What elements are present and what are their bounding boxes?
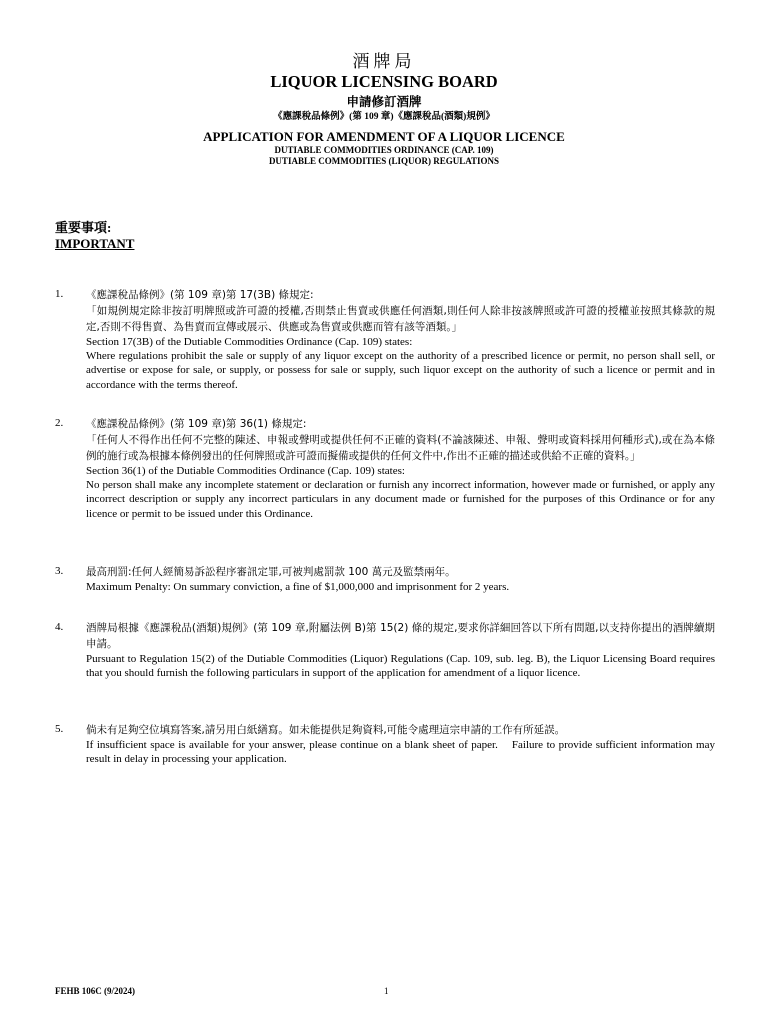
item-text-en: Where regulations prohibit the sale or supply of any liquor except on the authority of a prescribed licence or permit, no person shall sell, or advertise or expose for sale, or supply, or possess for sale or supply, such liquor except on the authority of such a licence or permit and in accordance with the terms thereof. xyxy=(86,350,715,391)
item-text-en: No person shall make any incomplete statement or declaration or furnish any incorrect information, however made or furnished, or apply any incorrect description or supply any incorrect particulars in any document made or furnished for the purposes of this Ordinance or for any licence or permit to be issued under this Ordinance. xyxy=(86,479,715,520)
board-name-en: LIQUOR LICENSING BOARD xyxy=(270,72,498,91)
list-item xyxy=(55,416,715,521)
list-item xyxy=(55,722,718,766)
important-heading-en: IMPORTANT xyxy=(55,236,135,251)
important-heading xyxy=(55,220,134,252)
item-number: 3. xyxy=(55,565,64,577)
item-text-en: If insufficient space is available for your answer, please continue on a blank sheet of paper. Failure to provide sufficient information may result in delay in processing your application. xyxy=(86,739,718,766)
document-header xyxy=(0,52,768,167)
item-intro-zh: 《應課稅品條例》(第 109 章)第 17(3B) 條規定: xyxy=(86,289,314,301)
item-text-zh: 倘未有足夠空位填寫答案,請另用白紙繕寫。如未能提供足夠資料,可能令處理這宗申請的工作有所延誤。 xyxy=(86,724,566,736)
item-number: 1. xyxy=(55,288,64,300)
item-text-en: Maximum Penalty: On summary conviction, a fine of $1,000,000 and imprisonment for 2 years. xyxy=(86,581,510,593)
item-quote-zh: 「任何人不得作出任何不完整的陳述、申報或聲明或提供任何不正確的資料(不論該陳述、申報、聲明或資料採用何種形式),或在為本條例的施行或為根據本條例發出的任何牌照或許可證而擬備或提供的任何文件中,作出不正確的描述或供給不正確的資料。」 xyxy=(86,434,715,462)
item-text-zh: 最高刑罰:任何人經簡易訴訟程序審訊定罪,可被判處罰款 100 萬元及監禁兩年。 xyxy=(86,566,456,578)
page-number: 1 xyxy=(384,986,389,996)
item-intro-en: Section 17(3B) of the Dutiable Commodities Ordinance (Cap. 109) states: xyxy=(86,336,413,348)
item-intro-en: Section 36(1) of the Dutiable Commodities Ordinance (Cap. 109) states: xyxy=(86,465,405,477)
item-text-en: Pursuant to Regulation 15(2) of the Dutiable Commodities (Liquor) Regulations (Cap. 109, sub. leg. B), the Liquor Licensing Board requires that you should furnish the following particulars in support of the application for amendment of a liquor licence. xyxy=(86,653,715,680)
form-title-zh: 申請修訂酒牌 xyxy=(346,95,422,109)
item-intro-zh: 《應課稅品條例》(第 109 章)第 36(1) 條規定: xyxy=(86,418,307,430)
item-number: 5. xyxy=(55,723,64,735)
list-item xyxy=(55,564,715,594)
regulations-en: DUTIABLE COMMODITIES (LIQUOR) REGULATIONS xyxy=(268,156,500,166)
item-number: 2. xyxy=(55,417,64,429)
form-title-en: APPLICATION FOR AMENDMENT OF A LIQUOR LICENCE xyxy=(203,129,565,144)
form-code: FEHB 106C (9/2024) xyxy=(55,986,135,996)
item-quote-zh: 「如規例規定除非按訂明牌照或許可證的授權,否則禁止售賣或供應任何酒類,則任何人除非按該牌照或許可證的授權並按照其條款的規定,否則不得售賣、為售賣而宣傳或展示、供應或為售賣或供應而管有該等酒類。」 xyxy=(86,305,715,333)
ordinance-zh: 《應課稅品條例》(第 109 章)《應課稅品(酒類)規例》 xyxy=(273,112,495,122)
item-number: 4. xyxy=(55,621,64,633)
list-item xyxy=(55,620,715,680)
ordinance-en: DUTIABLE COMMODITIES ORDINANCE (CAP. 109) xyxy=(274,145,494,155)
list-item xyxy=(55,287,715,392)
board-name-zh: 酒牌局 xyxy=(352,52,416,71)
item-text-zh: 酒牌局根據《應課稅品(酒類)規例》(第 109 章,附屬法例 B)第 15(2) 條的規定,要求你詳細回答以下所有問題,以支持你提出的酒牌續期申請。 xyxy=(86,622,715,650)
important-heading-zh: 重要事項: xyxy=(55,220,112,235)
